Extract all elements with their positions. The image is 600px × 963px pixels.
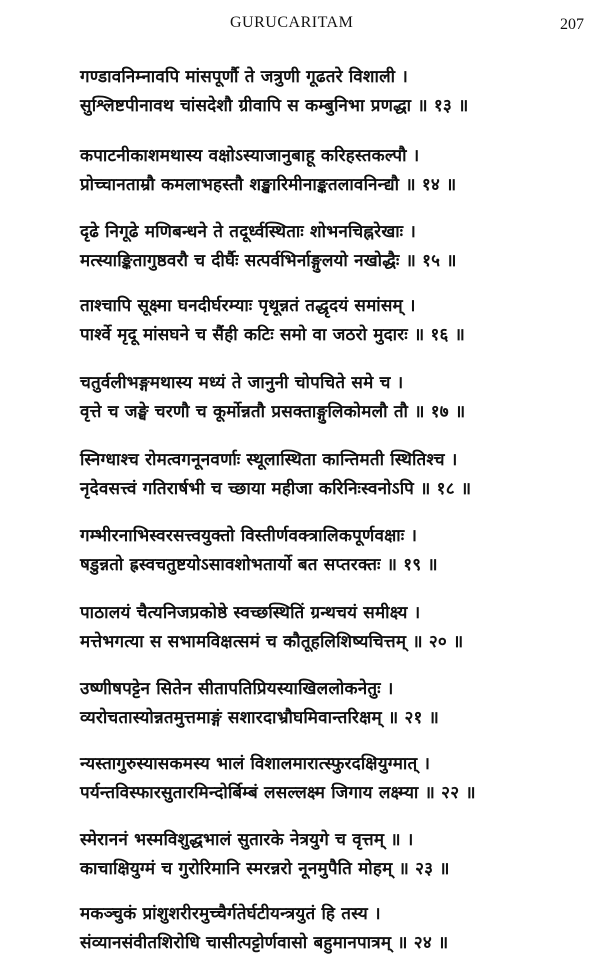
verse-line: काचाक्षियुग्मं च गुरोरिमानि स्मरन्नरो नूनमुपैति मोहम् ॥ २३ ॥ — [80, 859, 450, 879]
verse-24 — [80, 900, 580, 960]
verse-line: स्मेराननं भस्मविशुद्धभालं सुतारके नेत्रयुगे च वृत्तम् ॥ । — [80, 830, 414, 850]
page-number: 207 — [560, 16, 584, 33]
verse-line: पार्श्वे मृदू मांसघने च सैंही कटिः समो वा जठरो मुदारः ॥ १६ ॥ — [80, 325, 466, 345]
verse-13 — [80, 63, 580, 123]
verse-line: उष्णीषपट्टेन सितेन सीतापतिप्रियस्याखिललोकनेतुः । — [80, 679, 394, 699]
verse-line: षडुन्नतो ह्रस्वचतुष्टयोऽसावशोभतार्यो बत सप्तरक्तः ॥ १९ ॥ — [80, 555, 438, 575]
running-title: GURUCARITAM — [230, 14, 354, 31]
verse-line: सुश्लिष्टपीनावथ चांसदेशौ ग्रीवापि स कम्बुनिभा प्रणद्धा ॥ १३ ॥ — [80, 96, 469, 116]
verse-line: पर्यन्तविस्फारसुतारमिन्दोर्बिम्बं लसल्लक्ष्म जिगाय लक्ष्म्या ॥ २२ ॥ — [80, 783, 476, 803]
verse-line: पाठालयं चैत्यनिजप्रकोष्ठे स्वच्छस्थितिं ग्रन्थचयं समीक्ष्य । — [80, 603, 421, 623]
verse-line: नृदेवसत्त्वं गतिरार्षभी च च्छाया महीजा करिनिःस्वनोऽपि ॥ १८ ॥ — [80, 479, 472, 499]
verse-line: व्यरोचतास्योन्नतमुत्तमाङ्गं सशारदाभ्रौघमिवान्तरिक्षम् ॥ २१ ॥ — [80, 708, 440, 728]
verse-line: वृत्ते च जङ्घे चरणौ च कूर्मोन्नतौ प्रसक्ताङ्गुलिकोमलौ तौ ॥ १७ ॥ — [80, 402, 466, 422]
verse-line: गम्भीरनाभिस्वरसत्त्वयुक्तो विस्तीर्णवक्त्रालिकपूर्णवक्षाः । — [80, 526, 418, 546]
verse-20 — [80, 599, 580, 659]
verse-line: ताश्चापि सूक्ष्मा घनदीर्घरम्याः पृथून्नतं तद्धृदयं समांसम् । — [80, 296, 416, 316]
verse-17 — [80, 369, 580, 429]
verse-line: चतुर्वलीभङ्गमथास्य मध्यं ते जानुनी चोपचिते समे च । — [80, 373, 404, 393]
verse-line: न्यस्तागुरुस्यासकमस्य भालं विशालमारात्स्फुरदक्षियुग्मात् । — [80, 754, 431, 774]
verse-line: दृढे निगूढे मणिबन्धने ते तदूर्ध्वस्थिताः शोभनचिह्नरेखाः । — [80, 222, 417, 242]
verse-line: स्निग्धाश्च रोमत्वगनूनवर्णाः स्थूलास्थिता कान्तिमती स्थितिश्च । — [80, 450, 458, 470]
verse-14 — [80, 142, 580, 202]
verse-line: मत्स्याङ्कितागुष्ठवरौ च दीर्घैः सत्पर्वभिर्नाङ्गुलयो नखोद्धैः ॥ १५ ॥ — [80, 251, 457, 271]
verse-19 — [80, 522, 580, 582]
verse-line: कपाटनीकाशमथास्य वक्षोऽस्याजानुबाहू करिहस्तकल्पौ । — [80, 146, 420, 166]
verse-line: प्रोच्चानताम्रौ कमलाभहस्तौ शङ्खारिमीनाङ्कतलावनिन्द्यौ ॥ १४ ॥ — [80, 175, 457, 195]
verse-line: गण्डावनिम्नावपि मांसपूर्णौ ते जत्रुणी गूढतरे विशाली । — [80, 67, 408, 87]
verse-22 — [80, 750, 580, 810]
verse-21 — [80, 675, 580, 735]
verse-16 — [80, 292, 580, 352]
verse-18 — [80, 446, 580, 506]
verse-line: मत्तेभगत्या स सभामविक्षत्समं च कौतूहलिशिष्यचित्तम् ॥ २० ॥ — [80, 632, 464, 652]
verse-15 — [80, 218, 580, 278]
verse-line: संव्यानसंवीतशिरोधि चासीत्पट्टोर्णवासो बहुमानपात्रम् ॥ २४ ॥ — [80, 933, 449, 953]
verse-23 — [80, 826, 580, 886]
verse-line: मकञ्चुकं प्रांशुशरीरमुच्चैर्गतेर्घटीयन्त्रयुतं हि तस्य । — [80, 904, 381, 924]
